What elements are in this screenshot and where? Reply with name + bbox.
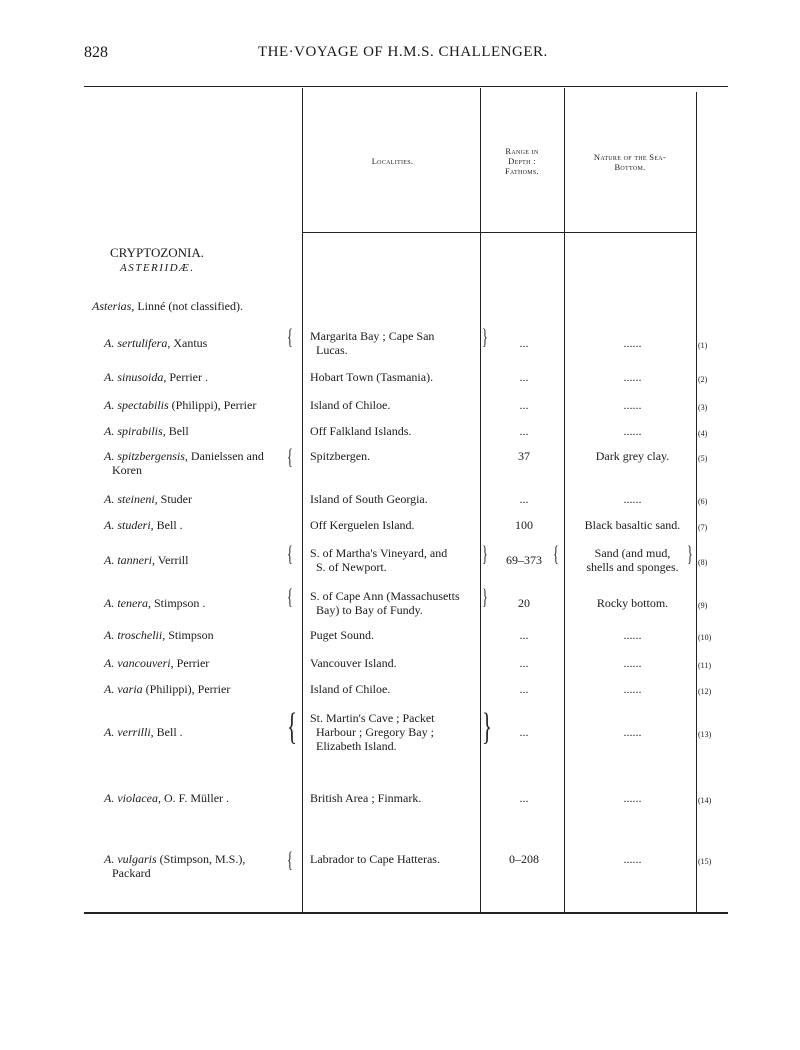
depth-range: 37 bbox=[518, 449, 530, 463]
reference-number: (2) bbox=[698, 375, 708, 384]
locality-line: Labrador to Cape Hatteras. bbox=[310, 852, 440, 866]
reference-number: (10) bbox=[698, 633, 712, 642]
locality-line: Hobart Town (Tasmania). bbox=[310, 370, 434, 384]
locality bbox=[310, 656, 475, 670]
header-range-line-1: Range in bbox=[505, 146, 539, 156]
locality bbox=[310, 329, 475, 357]
species-binomial: A. tenera bbox=[104, 596, 148, 610]
species-binomial: A. spirabilis bbox=[104, 424, 163, 438]
locality-line: Elizabeth Island. bbox=[316, 739, 397, 753]
species-name bbox=[104, 492, 294, 506]
header-rule bbox=[302, 232, 696, 233]
species-authority: , Perrier . bbox=[163, 370, 208, 384]
reference-number: (5) bbox=[698, 454, 708, 463]
genus-name: Asterias bbox=[92, 299, 132, 313]
locality bbox=[310, 589, 475, 617]
header-sea-bottom bbox=[566, 152, 694, 172]
species-name bbox=[104, 791, 294, 805]
locality-line: Island of South Georgia. bbox=[310, 492, 428, 506]
species-binomial: A. varia bbox=[104, 682, 143, 696]
species-authority: , Studer bbox=[154, 492, 192, 506]
species-name bbox=[104, 682, 294, 696]
brace-icon: { bbox=[287, 444, 293, 469]
locality bbox=[310, 852, 475, 866]
locality-line: Off Falkland Islands. bbox=[310, 424, 412, 438]
brace-icon: } bbox=[482, 541, 488, 566]
sea-bottom: ...... bbox=[623, 398, 642, 412]
locality-line: Lucas. bbox=[316, 343, 348, 357]
sea-bottom: Rocky bottom. bbox=[596, 596, 669, 610]
species-binomial: A. vulgaris bbox=[104, 852, 157, 866]
depth-range: ... bbox=[519, 398, 529, 412]
sea-bottom: ...... bbox=[623, 725, 642, 739]
species-binomial: A. studeri bbox=[104, 518, 151, 532]
depth-range: 100 bbox=[515, 518, 533, 532]
header-range-depth bbox=[482, 146, 562, 176]
sea-bottom: ...... bbox=[623, 682, 642, 696]
species-binomial: A. vancouveri bbox=[104, 656, 171, 670]
locality-line: Bay) to Bay of Fundy. bbox=[316, 603, 423, 617]
running-head: THE·VOYAGE OF H.M.S. CHALLENGER. bbox=[258, 44, 548, 60]
species-binomial: A. spectabilis bbox=[104, 398, 169, 412]
species-authority: (Stimpson, M.S.), bbox=[156, 852, 246, 866]
species-name bbox=[104, 370, 294, 384]
sea-bottom: ...... bbox=[623, 492, 642, 506]
species-name bbox=[104, 398, 294, 412]
species-name bbox=[104, 449, 294, 477]
species-authority: , Bell bbox=[162, 424, 189, 438]
header-bottom-line-1: Nature of the Sea- bbox=[593, 152, 667, 162]
column-rule-2 bbox=[480, 88, 481, 912]
species-name bbox=[104, 596, 294, 610]
header-bottom-line-2: Bottom. bbox=[614, 162, 646, 172]
sea-bottom: ...... bbox=[623, 852, 642, 866]
depth-range: 0–208 bbox=[509, 852, 539, 866]
species-authority: , Stimpson . bbox=[148, 596, 206, 610]
locality-line: St. Martin's Cave ; Packet bbox=[310, 711, 435, 725]
brace-icon: { bbox=[287, 706, 298, 748]
brace-icon: } bbox=[482, 584, 488, 609]
locality bbox=[310, 518, 475, 532]
species-authority: , Bell . bbox=[150, 725, 183, 739]
species-name bbox=[104, 336, 294, 350]
column-rule-4 bbox=[696, 92, 697, 912]
species-name bbox=[104, 553, 294, 567]
sea-bottom: ...... bbox=[623, 370, 642, 384]
reference-number: (6) bbox=[698, 497, 708, 506]
species-binomial: A. spitzbergensis bbox=[104, 449, 185, 463]
locality-line: British Area ; Finmark. bbox=[310, 791, 422, 805]
species-name bbox=[104, 628, 294, 642]
locality bbox=[310, 398, 475, 412]
depth-range: ... bbox=[519, 492, 529, 506]
locality bbox=[310, 546, 475, 574]
sea-bottom bbox=[570, 546, 695, 574]
sea-bottom: ...... bbox=[623, 791, 642, 805]
reference-number: (8) bbox=[698, 558, 708, 567]
species-name bbox=[104, 725, 294, 739]
table-top-rule bbox=[84, 86, 728, 87]
species-authority: , O. F. Müller . bbox=[157, 791, 230, 805]
species-authority: , Perrier bbox=[170, 656, 210, 670]
depth-range: ... bbox=[519, 791, 529, 805]
species-authority-cont: Packard bbox=[112, 866, 151, 880]
species-authority: , Verrill bbox=[152, 553, 189, 567]
sea-bottom: ...... bbox=[623, 424, 642, 438]
reference-number: (11) bbox=[698, 661, 712, 670]
sea-bottom-line: shells and sponges. bbox=[586, 560, 679, 574]
species-binomial: A. tanneri bbox=[104, 553, 152, 567]
family-heading: ASTERIIDÆ. bbox=[120, 262, 195, 274]
table-bottom-rule bbox=[84, 912, 728, 914]
locality bbox=[310, 492, 475, 506]
locality-line: Puget Sound. bbox=[310, 628, 375, 642]
locality bbox=[310, 370, 475, 384]
locality bbox=[310, 791, 475, 805]
locality-line: S. of Cape Ann (Massachusetts bbox=[310, 589, 460, 603]
species-authority: (Philippi), Perrier bbox=[168, 398, 257, 412]
locality bbox=[310, 682, 475, 696]
species-name bbox=[104, 852, 294, 880]
depth-range: 20 bbox=[518, 596, 530, 610]
locality-line: S. of Newport. bbox=[316, 560, 387, 574]
sea-bottom: Black basaltic sand. bbox=[584, 518, 681, 532]
species-authority: , Xantus bbox=[167, 336, 208, 350]
sea-bottom-line: Sand (and mud, bbox=[594, 546, 671, 560]
species-binomial: A. steineni bbox=[104, 492, 155, 506]
locality-line: Vancouver Island. bbox=[310, 656, 397, 670]
species-name bbox=[104, 518, 294, 532]
brace-icon: } bbox=[482, 706, 493, 748]
depth-range: ... bbox=[519, 424, 529, 438]
locality-line: Off Kerguelen Island. bbox=[310, 518, 415, 532]
species-binomial: A. verrilli bbox=[104, 725, 151, 739]
locality-line: Island of Chiloe. bbox=[310, 398, 391, 412]
reference-number: (13) bbox=[698, 730, 712, 739]
reference-number: (9) bbox=[698, 601, 708, 610]
brace-icon: } bbox=[482, 324, 488, 349]
sea-bottom: ...... bbox=[623, 628, 642, 642]
depth-range: ... bbox=[519, 370, 529, 384]
group-heading: CRYPTOZONIA. bbox=[110, 245, 205, 260]
brace-icon: { bbox=[287, 584, 293, 609]
depth-range: ... bbox=[519, 656, 529, 670]
locality-line: Harbour ; Gregory Bay ; bbox=[316, 725, 434, 739]
sea-bottom: ...... bbox=[623, 336, 642, 350]
species-binomial: A. troschelii bbox=[104, 628, 163, 642]
locality-line: Spitzbergen. bbox=[310, 449, 371, 463]
brace-icon: { bbox=[287, 541, 293, 566]
species-authority: , Stimpson bbox=[162, 628, 214, 642]
reference-number: (1) bbox=[698, 341, 708, 350]
species-name bbox=[104, 656, 294, 670]
genus-authority: , Linné (not classified). bbox=[131, 299, 243, 313]
species-name bbox=[104, 424, 294, 438]
reference-number: (12) bbox=[698, 687, 712, 696]
depth-range: ... bbox=[519, 628, 529, 642]
reference-number: (3) bbox=[698, 403, 708, 412]
brace-icon: } bbox=[687, 541, 693, 566]
reference-number: (7) bbox=[698, 523, 708, 532]
locality bbox=[310, 424, 475, 438]
brace-icon: { bbox=[287, 324, 293, 349]
locality bbox=[310, 711, 475, 753]
column-rule-1 bbox=[302, 88, 303, 912]
reference-number: (4) bbox=[698, 429, 708, 438]
locality-line: S. of Martha's Vineyard, and bbox=[310, 546, 448, 560]
species-authority: , Danielssen and bbox=[184, 449, 264, 463]
species-authority-cont: Koren bbox=[112, 463, 142, 477]
locality bbox=[310, 628, 475, 642]
depth-range: ... bbox=[519, 682, 529, 696]
sea-bottom: Dark grey clay. bbox=[595, 449, 670, 463]
species-binomial: A. sinusoida bbox=[104, 370, 164, 384]
brace-icon: { bbox=[287, 847, 293, 872]
reference-number: (15) bbox=[698, 857, 712, 866]
species-authority: , Bell . bbox=[150, 518, 183, 532]
depth-range: 69–373 bbox=[506, 553, 542, 567]
brace-icon: { bbox=[553, 541, 559, 566]
locality bbox=[310, 449, 475, 463]
locality-line: Margarita Bay ; Cape San bbox=[310, 329, 435, 343]
species-binomial: A. sertulifera bbox=[104, 336, 168, 350]
genus-heading bbox=[92, 299, 243, 314]
depth-range: ... bbox=[519, 725, 529, 739]
locality-line: Island of Chiloe. bbox=[310, 682, 391, 696]
header-localities bbox=[310, 156, 475, 166]
sea-bottom: ...... bbox=[623, 656, 642, 670]
reference-number: (14) bbox=[698, 796, 712, 805]
species-binomial: A. violacea bbox=[104, 791, 158, 805]
column-rule-3 bbox=[564, 88, 565, 912]
page-number: 828 bbox=[84, 44, 108, 61]
header-range-line-3: Fathoms. bbox=[505, 166, 539, 176]
species-authority: (Philippi), Perrier bbox=[142, 682, 231, 696]
depth-range: ... bbox=[519, 336, 529, 350]
header-localities-text: Localities. bbox=[371, 156, 414, 166]
header-range-line-2: Depth : bbox=[508, 156, 536, 166]
